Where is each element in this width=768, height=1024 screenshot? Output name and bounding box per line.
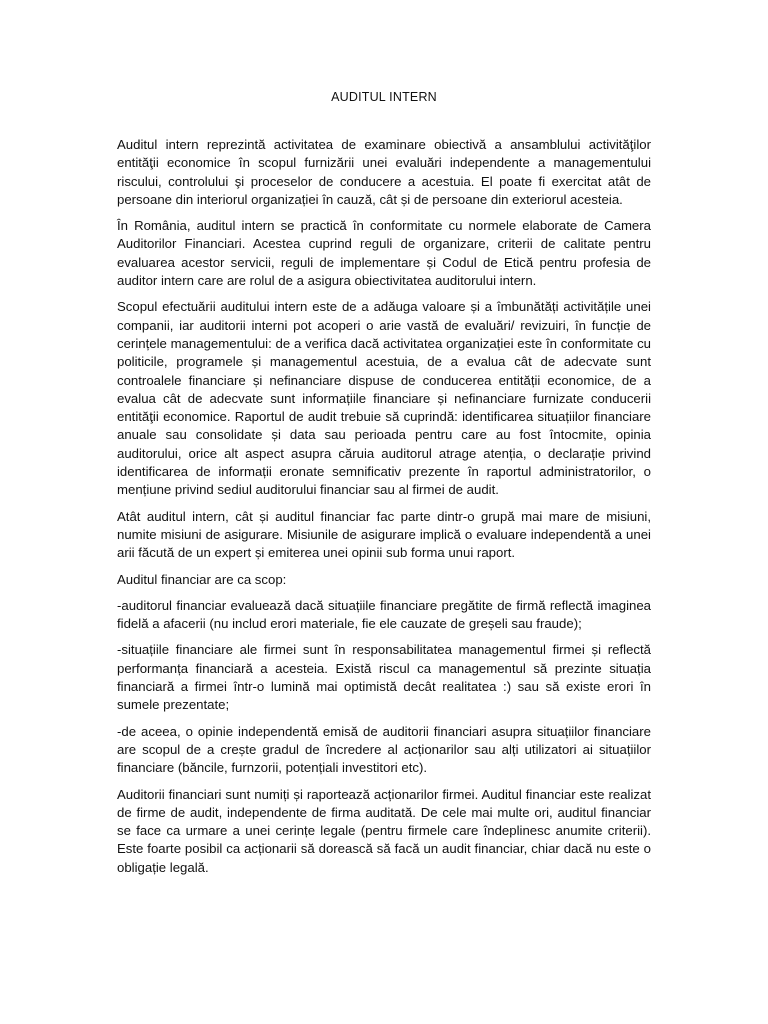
paragraph-definition: Auditul intern reprezintă activitatea de examinare obiectivă a ansamblului activităţilor entităţii economice în scopul furnizării unei evaluări independente a managementului riscului, controlului şi proceselor de conducere a acestuia. El poate fi exercitat atât de persoane din interiorul organizației în cauză, cât și de persoane din exteriorul acesteia.: [117, 137, 651, 207]
paragraph-romania: În România, auditul intern se practică în conformitate cu normele elaborate de Camera Auditorilor Financiari. Acestea cuprind reguli de organizare, criterii de calitate pentru evaluarea acestor servicii, reguli de implementare și Codul de Etică pentru profesia de auditor intern care are rolul de a asigura obiectivitatea auditorului intern.: [117, 218, 651, 289]
paragraph-bullet-opinion: -de aceea, o opinie independentă emisă de auditorii financiari asupra situațiilor financiare are scopul de a crește gradul de încredere al acționarilor sau alți utilizatori ai situațiilor financiare (băncile, furnzorii, potențiali investitori etc).: [117, 723, 651, 776]
paragraph-financial-audit-heading: Auditul financiar are ca scop:: [117, 571, 287, 587]
document-title: AUDITUL INTERN: [331, 90, 437, 104]
paragraph-bullet-evaluation: -auditorul financiar evaluează dacă situațiile financiare pregătite de firmă reflectă imaginea fidelă a afacerii (nu includ erori materiale, fie ele cauzate de greșeli sau fraude);: [117, 597, 651, 632]
paragraph-purpose: Scopul efectuării auditului intern este de a adăuga valoare și a îmbunătăți activitățile unei companii, iar auditorii interni pot acoperi o arie vastă de evaluări/ revizuiri, în funcție de cerințele managementului: de a verifica dacă activitatea organizației este în conformitate cu politicile, programele și managementul acestuia, de a evalua cât de adecvate sunt controalele financiare și nefinanciare dispuse de conducerea entității economice, de a evalua cât de adecvate sunt informațiile financiare și nefinanciare furnizate conducerii entităţii economice. Raportul de audit trebuie să cuprindă: identificarea situațiilor financiare anuale sau consolidate și data sau perioada pentru care au fost întocmite, opinia auditorului, orice alt aspect asupra căruia auditorul atrage atenția, o declarație privind identificarea de informații eronate semnificativ prezente în raportul administratorilor, o mențiune privind sediul auditorului financiar sau al firmei de audit.: [117, 299, 651, 498]
paragraph-auditors: Auditorii financiari sunt numiți și raportează acționarilor firmei. Auditul financiar este realizat de firme de audit, independente de firma auditată. De cele mai multe ori, auditul financiar se face ca urmare a unei cerințe legale (pentru firmele care îndeplinesc anumite criterii). Este foarte posibil ca acționarii să dorească să facă un audit financiar, chiar dacă nu este o obligație legală.: [117, 786, 651, 875]
paragraph-bullet-responsibility: -situațiile financiare ale firmei sunt în responsabilitatea managementul firmei și reflectă performanța financiară a acesteia. Există riscul ca managementul să prezinte situația financiară a firmei într-o lumină mai optimistă decât realitatea :) sau să existe erori în sumele prezentate;: [117, 642, 651, 713]
paragraph-assurance: Atât auditul intern, cât și auditul financiar fac parte dintr-o grupă mai mare de misiuni, numite misiuni de asigurare. Misiunile de asigurare implică o evaluare independentă a unei arii făcută de un expert și emiterea unei opinii sub forma unui raport.: [117, 508, 651, 561]
